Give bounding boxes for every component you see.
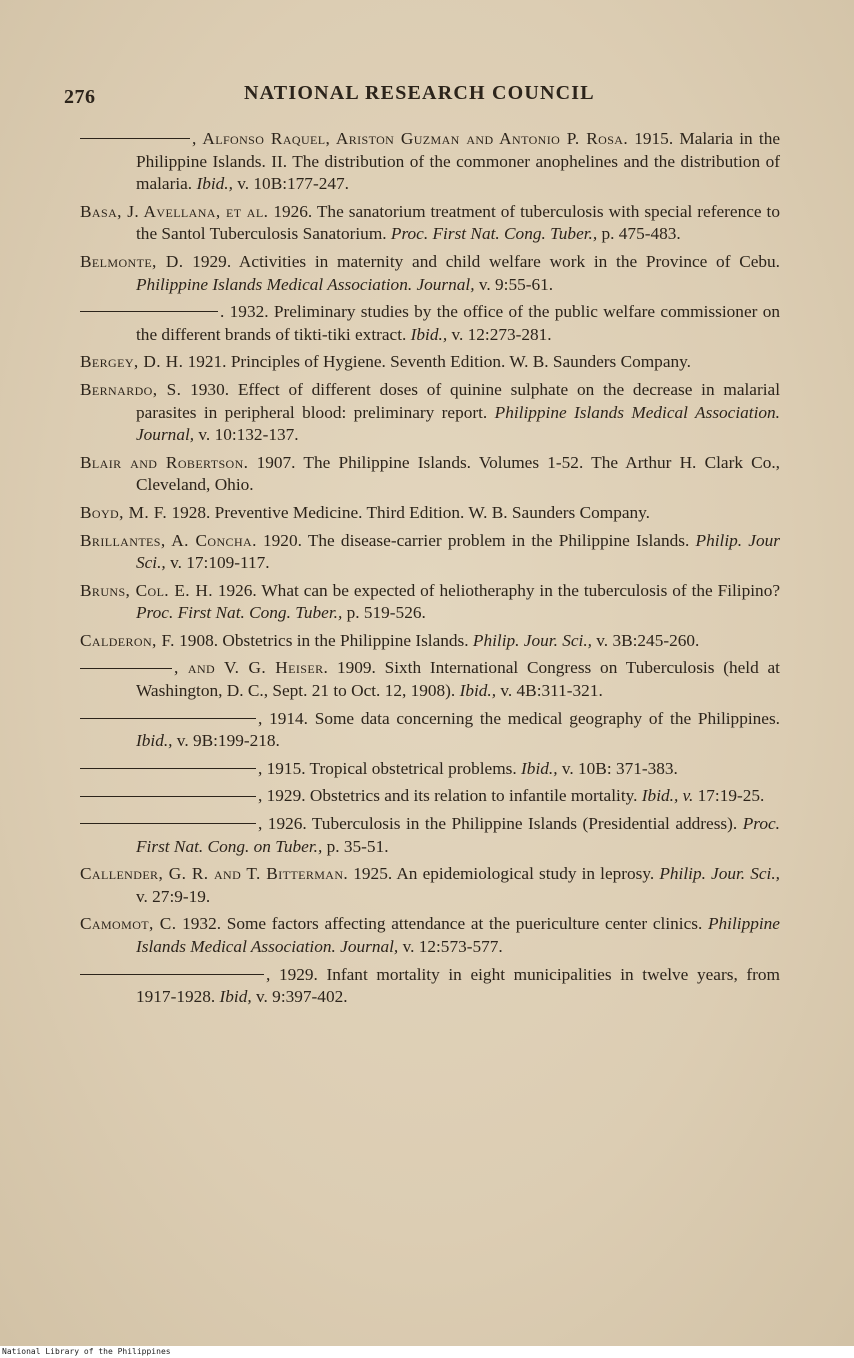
bibliography-entry [80, 301, 780, 346]
ditto-rule [80, 138, 190, 139]
entry-author: Camomot, C. [80, 914, 177, 934]
entry-tail: p. 519-526. [342, 603, 426, 623]
entry-text: 1925. An epidemiological study in leprosy. [348, 864, 660, 884]
running-head: NATIONAL RESEARCH COUNCIL [244, 82, 595, 104]
page-header [64, 80, 784, 110]
bibliography-entry [80, 863, 780, 908]
entry-text: , 1914. Some data concerning the medical geography of the Philippines. [258, 708, 780, 728]
entry-author: , and V. G. Heiser. [174, 658, 329, 678]
bibliography-entry [80, 530, 780, 575]
bibliography-entry [80, 708, 780, 753]
entry-source: Proc. First Nat. Cong. Tuber., [390, 224, 598, 244]
ditto-rule [80, 718, 256, 719]
entry-tail: v. 3B:245-260. [591, 630, 700, 650]
entry-text: 1921. Principles of Hygiene. Seventh Edition. W. B. Saunders Company. [183, 352, 691, 372]
entry-author: Basa, J. Avellana, et al. [80, 201, 269, 221]
bibliography-entry [80, 913, 780, 958]
entry-tail: p. 35-51. [322, 836, 389, 856]
entry-text: , 1929. Obstetrics and its relation to infantile mortality. [258, 786, 642, 806]
entry-source: Philippine Islands Medical Association. Journal, [136, 274, 475, 294]
entry-source: Ibid., [410, 324, 448, 344]
bibliography-entry [80, 502, 780, 525]
entry-source: Proc. First Nat. Cong. Tuber., [136, 603, 343, 623]
entry-author: , Alfonso Raquel, Ariston Guzman and Antonio P. Rosa. [192, 129, 629, 148]
bibliography-entry [80, 630, 780, 653]
page-number: 276 [64, 86, 96, 108]
entry-tail: v. 17:109-117. [165, 553, 270, 573]
entry-author: Calderon, F. [80, 630, 175, 650]
entry-source: Ibid, [219, 987, 252, 1007]
ditto-rule [80, 311, 218, 312]
entry-tail: v. 9B:199-218. [172, 731, 280, 751]
entry-author: Boyd, M. F. [80, 502, 168, 522]
entry-source: Ibid., v. [641, 786, 694, 806]
entry-author: Bruns, Col. E. H. [80, 580, 213, 600]
entry-source: Philip. Jour. Sci., [659, 864, 780, 884]
entry-text: 1915. Malaria in the Philippine Islands. II. The distribution of the commoner anophelines and the distribution of malaria. [136, 129, 781, 194]
entry-text: 1926. What can be expected of heliotheraphy in the tuberculosis of the Filipino? [212, 580, 781, 600]
entry-source: Ibid., [521, 758, 558, 778]
bibliography-entry [80, 785, 780, 808]
bibliography-entry [80, 128, 780, 196]
entry-text: 1907. The Philippine Islands. Volumes 1-52. The Arthur H. Clark Co., Cleveland, Ohio. [136, 452, 780, 495]
entry-source: Ibid., [136, 731, 173, 751]
ditto-rule [80, 768, 256, 769]
bibliography-entry [80, 201, 780, 246]
bibliography-entry [80, 758, 780, 781]
entry-tail: v. 12:573-577. [398, 937, 503, 956]
library-credit: National Library of the Philippines [0, 1346, 854, 1358]
entry-tail: v. 10:132-137. [194, 425, 299, 445]
entry-source: Ibid., [459, 681, 497, 701]
entry-author: Belmonte, D. [80, 251, 184, 271]
ditto-rule [80, 796, 256, 797]
entry-tail: v. 10B:177-247. [232, 174, 349, 194]
entry-source: Philip. Jour Sci., [136, 530, 780, 573]
entry-text: 1930. Effect of different doses of quinine sulphate on the decrease in malarial parasites in peripheral blood: preliminary report. [136, 379, 781, 422]
entry-text: 1920. The disease-carrier problem in the Philippine Islands. [256, 530, 696, 550]
entry-text: 1929. Activities in maternity and child welfare work in the Province of Cebu. [183, 251, 780, 271]
entry-author: Blair and Robertson. [80, 452, 249, 472]
entry-author: Brillantes, A. Concha. [80, 530, 257, 550]
entry-text: 1928. Preventive Medicine. Third Edition. W. B. Saunders Company. [167, 502, 650, 522]
entry-text: 1908. Obstetrics in the Philippine Islands. [174, 630, 473, 650]
entry-tail: 17:19-25. [693, 786, 765, 806]
entry-source: Philip. Jour. Sci., [472, 630, 592, 650]
entry-tail: v. 9:397-402. [251, 987, 348, 1007]
entry-text: 1932. Some factors affecting attendance at the puericulture center clinics. [176, 914, 708, 934]
entry-author: Bernardo, S. [80, 379, 182, 399]
ditto-rule [80, 974, 264, 975]
entry-text: 1909. Sixth International Congress on Tuberculosis (held at Washington, D. C., Sept. 21 to Oct. 12, 1908). [136, 658, 780, 701]
bibliography-entry [80, 379, 780, 447]
entry-text: , 1926. Tuberculosis in the Philippine Islands (Presidential address). [258, 814, 743, 834]
entry-source: Philippine Islands Medical Association. Journal, [136, 914, 780, 956]
bibliography-entry [80, 251, 780, 296]
bibliography-entry [80, 657, 780, 702]
entry-tail: v. 9:55-61. [474, 274, 554, 294]
entry-source: Proc. First Nat. Cong. on Tuber., [136, 814, 780, 856]
entry-tail: v. 12:273-281. [447, 324, 552, 344]
bibliography-entry [80, 813, 780, 858]
ditto-rule [80, 823, 256, 824]
bibliography-entry [80, 580, 780, 625]
bibliography-entry [80, 964, 780, 1009]
entry-text: . 1932. Preliminary studies by the office of the public welfare commissioner on the different brands of tikti-tiki extract. [136, 302, 780, 344]
entry-tail: v. 4B:311-321. [496, 681, 603, 701]
entry-text: 1926. The sanatorium treatment of tuberculosis with special reference to the Santol Tuberculosis Sanatorium. [136, 201, 780, 244]
entry-text: , 1929. Infant mortality in eight municipalities in twelve years, from 1917-1928. [136, 964, 780, 1007]
entry-author: Callender, G. R. and T. Bitterman. [80, 864, 349, 884]
ditto-rule [80, 668, 172, 669]
bibliography-entry [80, 452, 780, 497]
entry-source: Ibid., [196, 174, 233, 194]
entry-text: , 1915. Tropical obstetrical problems. [258, 758, 522, 778]
bibliography-list [80, 128, 780, 1014]
entry-source: Philippine Islands Medical Association. Journal, [136, 402, 780, 445]
entry-tail: v. 27:9-19. [136, 886, 211, 906]
entry-tail: v. 10B: 371-383. [557, 758, 678, 778]
bibliography-entry [80, 351, 780, 374]
entry-tail: p. 475-483. [597, 224, 681, 244]
entry-author: Bergey, D. H. [80, 352, 184, 372]
